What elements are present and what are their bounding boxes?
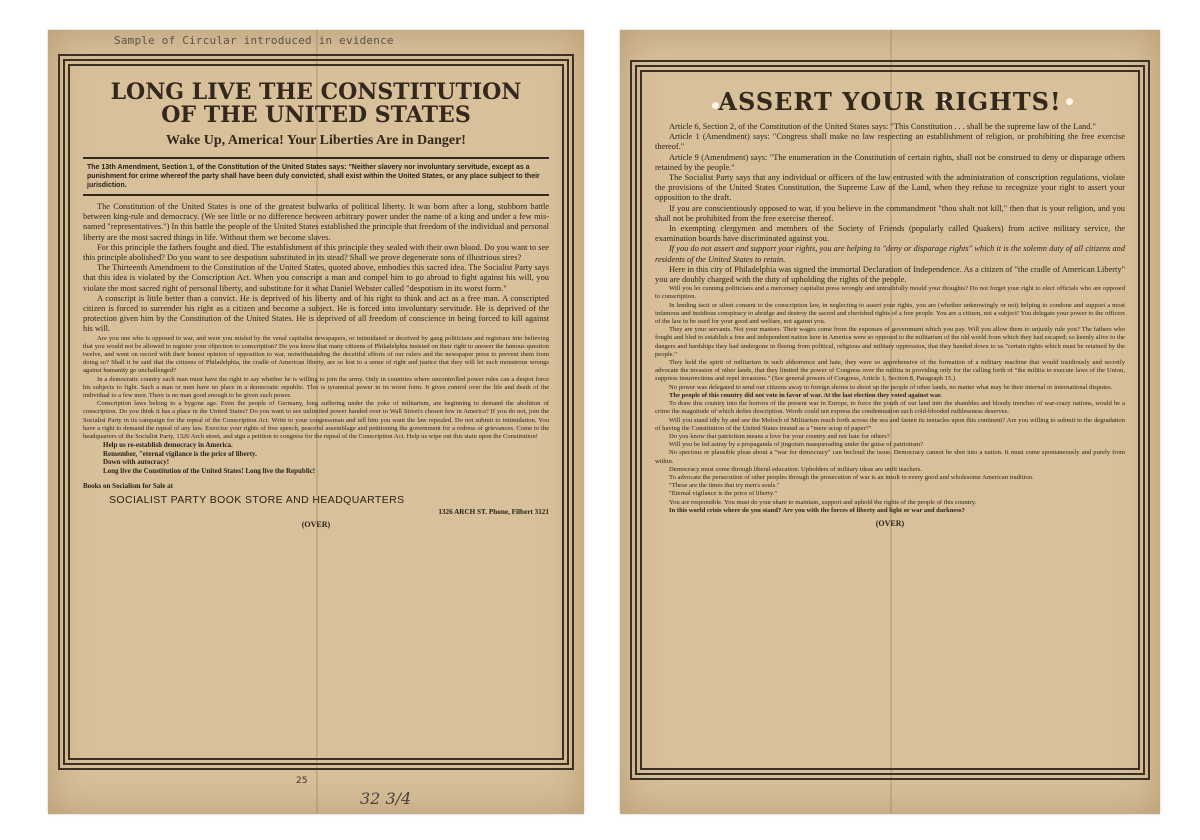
small-paragraph: The people of this country did not vote in favor of war. At the last election they voted against war. — [669, 391, 942, 399]
small-paragraph: No power was delegated to send our citizens away to foreign shores to shoot up the people of other lands, no matter what may be their internal or international disputes. — [669, 383, 1113, 391]
typed-evidence-note: Sample of Circular introduced in evidence — [114, 34, 394, 47]
body-paragraph: Article 9 (Amendment) says: "The enumeration in the Constitution of certain rights, shall not be construed to deny or disparage others retained by the people." — [655, 152, 1125, 172]
closing-line: Remember, "eternal vigilance is the price of liberty. — [103, 449, 257, 458]
body-paragraph: In exempting clergymen and members of the Society of Friends (popularly called Quakers) from active military service, the examination boards have discriminated against you. — [655, 224, 1125, 244]
body-paragraph: The Socialist Party says that any individual or officers of the law entrusted with the administration of conscription regulations, violate the provisions of the United States Constitution, the Supreme Law of the Land, when they refuse to recognize your right to assert your opposition to the draft. — [655, 173, 1125, 203]
books-line: Books on Socialism for Sale at — [83, 481, 173, 490]
title-line-2: OF THE UNITED STATES — [161, 102, 471, 128]
pencil-annotation: 32 3/4 — [360, 789, 412, 808]
body-paragraph: Article 6, Section 2, of the Constitution of the United States says: "This Constitution . . . shall be the supreme law of the Land." — [669, 122, 1096, 131]
closing-line: Down with autocracy! — [103, 458, 170, 467]
body-paragraph: The Thirteenth Amendment to the Constitution of the United States, quoted above, embodies this sacred idea. The Socialist Party says that this idea is violated by the Conscription Act. When you conscript a man and compel him to go abroad to fight against his will, you violate the most sacred right of personal liberty, and substitute for it what Daniel Webster called "despotism in its worst form." — [83, 263, 549, 293]
left-circular-page — [48, 30, 584, 814]
right-circular-page — [620, 30, 1160, 814]
body-paragraph: If you are conscientiously opposed to war, if you believe in the commandment "thou shalt not kill," then that is your religion, and you shall not be prohibited from the free exercise thereof. — [655, 203, 1125, 223]
small-paragraph: In this world crisis where do you stand? Are you with the forces of liberty and light or war and darkness? — [669, 506, 965, 514]
closing-line: Long live the Constitution of the United States! Long live the Republic! — [103, 467, 316, 476]
small-paragraph: Will you be led astray by a propaganda of jingoism masquerading under the guise of patriotism? — [669, 441, 924, 449]
over-label: (OVER) — [875, 518, 905, 528]
small-paragraph: In a democratic country each man must have the right to say whether he is willing to join the army. Only in countries where uncontrolled power rules can a despot force his subjects to fight. Such a man or men have no place in a democratic republic. This is tyrannical power in its worst form. It gives control over the life and death of the individual to a few men. There is no man good enough to be given such power. — [83, 375, 549, 400]
page-number-mark: 25 — [296, 776, 308, 786]
page-title: ASSERT YOUR RIGHTS! — [718, 87, 1062, 116]
store-address: 1326 ARCH ST. Phone, Filbert 3121 — [438, 507, 549, 516]
body-paragraph: For this principle the fathers fought and died. The establishment of this principle they sealed with their own blood. Do you want to see this principle abolished? Do you want to see despotism substituted in its stead? Shall we prove degenerate sons of illustrious sires? — [83, 242, 549, 263]
small-paragraph: Will you stand idly by and see the Moloch of Militarism reach forth across the sea and fasten its tentacles upon this continent? Are you willing to submit to the degradation of having the Constitution of the United States treated as a "mere scrap of paper?" — [655, 416, 1125, 432]
small-paragraph: "These are the times that try men's souls." — [669, 482, 780, 490]
page-subtitle: Wake Up, America! Your Liberties Are in Danger! — [166, 133, 466, 148]
small-paragraph: Conscription laws belong to a bygone age. Even the people of Germany, long suffering under the yoke of militarism, are beginning to demand the abolition of conscription. Do you think it has a place in the United States? Do you want to see unlimited power handed over to Wall Street's chosen few in America? If you do not, join the Socialist Party in its campaign for the repeal of the Conscription Act. Write to your congressman and tell him you want the law repealed. Do not submit to intimidation. You have a right to demand the repeal of any law. Exercise your rights of free speech, peaceful assemblage and petitioning the government for a redress of grievances. Come to the headquarters of the Socialist Party, 1326 Arch street, and sign a petition to congress for the repeal of the Conscription Act. Help us wipe out this stain upon the Constitution! — [83, 400, 549, 441]
small-paragraph: "Eternal vigilance is the price of liberty." — [669, 490, 778, 498]
small-paragraph: They held the spirit of militarism in such abhorrence and hate, they were so apprehensive of the formation of a military machine that would insidiously and secretly advocate the invasion of other lands, that they limited the power of Congress over the militia in providing only for the calling forth of "the militia to execute laws of the Union, suppress insurrections and repel invasions." (See general powers of Congress, Article 1, Section 8, Paragraph 15.) — [655, 359, 1125, 383]
ornamental-border — [58, 54, 574, 770]
page-title — [83, 81, 549, 127]
amendment-quote: The 13th Amendment, Section 1, of the Constitution of the United States says: "Neither slavery nor involuntary servitude, except as a punishment for crime whereof the party shall have been duly convicted, shall exist within the United States, or any place subject to their jurisdiction. — [83, 157, 549, 196]
small-paragraph: No specious or plausible pleas about a "war for democracy" can becloud the issue. Democracy cannot be shot into a nation. It must come spontaneously and purely from within. — [655, 449, 1125, 465]
small-paragraph: Will you let cunning politicians and a mercenary capitalist press wrongly and untruthfully mould your thoughts? Do not forget your right to elect officials who are opposed to conscription. — [655, 285, 1125, 301]
small-paragraph: They are your servants. Not your masters. Their wages come from the expenses of government which you pay. Will you allow them to unjustly rule you? The fathers who fought and bled to establish a free and independent nation here in America were so opposed to the militarism of the old world from which they had escaped; so keenly alive to the dangers and hardships they had undergone in fleeing from political, religious and military oppression, that they handed down to us "certain rights which must be retained by the people." — [655, 326, 1125, 358]
over-label: (OVER) — [301, 519, 331, 529]
small-paragraph: Do you know that patriotism means a love for your country and not hate for others? — [669, 432, 890, 440]
store-name: SOCIALIST PARTY BOOK STORE AND HEADQUARTERS — [109, 493, 405, 506]
body-paragraph: Here in this city of Philadelphia was signed the immortal Declaration of Independence. As a citizen of "the cradle of American Liberty" you are doubly charged with the duty of upholding the rights of the people. — [655, 264, 1125, 285]
body-paragraph: If you do not assert and support your rights, you are helping to "deny or disparage rights" which it is the solemn duty of all citizens and residents of the United States to retain. — [655, 244, 1125, 264]
ornamental-border — [630, 60, 1150, 780]
small-paragraph: To draw this country into the horrors of the present war in Europe, to force the youth of our land into the shambles and bloody trenches of war-crazy nations, would be a crime the magnitude of which defies description. Words could not express the condemnation such cold-blooded ruthlessness deserves. — [655, 400, 1125, 416]
title-line-1: LONG LIVE THE CONSTITUTION — [110, 79, 522, 105]
small-paragraph: You are responsible. You must do your share to maintain, support and uphold the rights of the people of this country. — [669, 498, 977, 506]
body-paragraph: A conscript is little better than a convict. He is deprived of his liberty and of his right to think and act as a free man. A conscripted citizen is forced to surrender his right as a citizen and become a subject. He is forced into involuntary servitude. He is deprived of the protection given him by the Constitution of the United States. He is deprived of all freedom of conscience in being forced to kill against his will. — [83, 293, 549, 334]
body-paragraph: Article 1 (Amendment) says: "Congress shall make no law respecting an establishment of religion, or prohibiting the free exercise thereof." — [655, 132, 1125, 152]
small-paragraph: Democracy must come through liberal education. Upholders of military ideas are unfit teachers. — [669, 465, 923, 473]
small-paragraph: Are you one who is opposed to war, and were you misled by the venal capitalist newspapers, or intimidated or deceived by gang politicians and registrars into believing that you would not be allowed to register your objection to conscription? Do you know that many citizens of Philadelphia insisted on their right to answer the famous question twelve, and went on record with their honest opinion of opposition to war, notwithstanding the deceitful efforts of our rulers and the newspaper press to prevent them from doing so? Shall it be said that the citizens of Philadelphia, the cradle of American liberty, are so lost to a sense of right and justice that they will let such monstrous wrongs against humanity go unchallenged? — [83, 334, 549, 375]
small-paragraph: To advocate the persecution of other peoples through the prosecution of war is an insult to every good and wholesome American tradition. — [669, 473, 1034, 481]
body-paragraph: The Constitution of the United States is one of the greatest bulwarks of political liberty. It was born after a long, stubborn battle between king-rule and democracy. (We see little or no difference between arbitrary power under the name of a king and under a few mis-named "representatives.") In this battle the people of the United States established the principle that freedom of the individual and personal liberty are the most sacred things in life. Without them we become slaves. — [83, 202, 549, 242]
closing-line: Help us re-establish democracy in America. — [103, 441, 233, 450]
small-paragraph: In lending tacit or silent consent to the conscription law, in neglecting to assert your rights, you are (whether unknowingly or not) helping to condone and support a most infamous and insidious conspiracy to abridge and destroy the sacred and cherished rights of a free people. You are a citizen, not a subject! You delegate your power to the officers of the law to be used for your good and welfare, not against you. — [655, 301, 1125, 326]
